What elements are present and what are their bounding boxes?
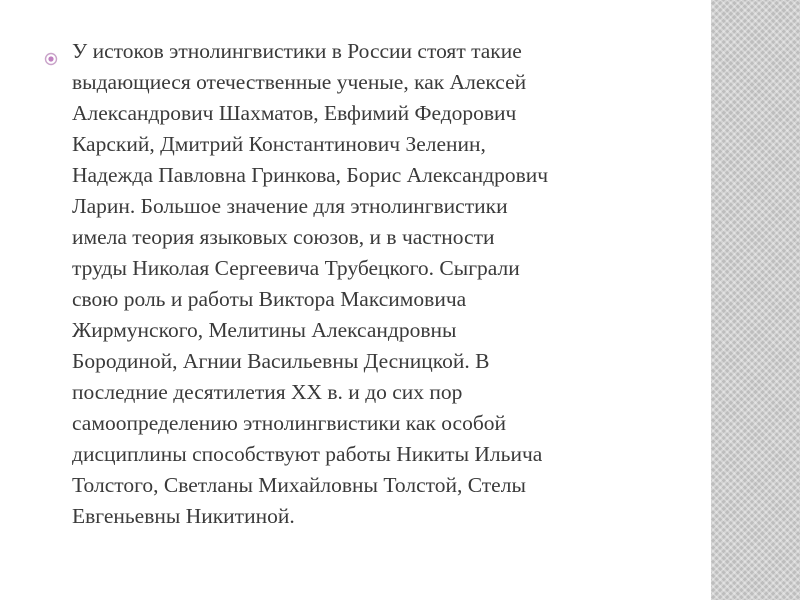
bullet-item: [44, 36, 694, 532]
circle-bullet-icon: [44, 52, 58, 66]
slide-content: [44, 36, 694, 532]
bullet-text: У истоков этнолингвистики в России стоят такие выдающиеся отечественные ученые, как Алексей Александрович Шахматов, Евфимий Федорович Карский, Дмитрий Константинович Зеленин, Надежда Павловна Гринкова, Борис Александрович Ларин. Большое значение для этнолингвистики имела теория языковых союзов, и в частности труды Николая Сергеевича Трубецкого. Сыграли свою роль и работы Виктора Максимовича Жирмунского, Мелитины Александровны Бородиной, Агнии Васильевны Десницкой. В последние десятилетия XX в. и до сих пор самоопределению этнолингвистики как особой дисциплины способствуют работы Никиты Ильича Толстого, Светланы Михайловны Толстой, Стелы Евгеньевны Никитиной.: [72, 39, 549, 528]
decorative-side-band: [711, 0, 800, 600]
